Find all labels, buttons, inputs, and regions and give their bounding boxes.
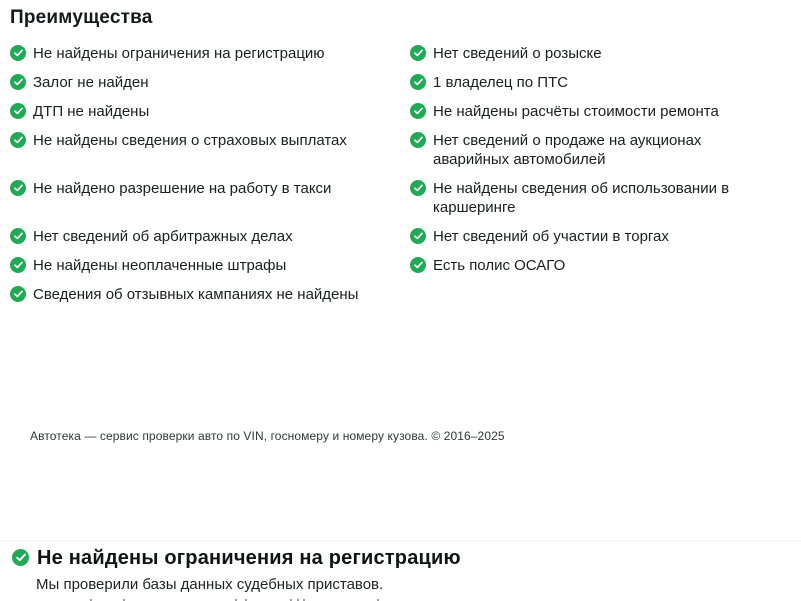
benefit-label: Сведения об отзывных кампаниях не найдены: [33, 286, 359, 303]
benefit-label: Не найдены сведения об использовании в каршеринге: [433, 180, 730, 216]
detail-section-title: Не найдены ограничения на регистрацию: [37, 547, 461, 569]
benefit-item: [10, 179, 410, 217]
benefit-label: Не найдены неоплаченные штрафы: [33, 257, 287, 274]
benefit-label: Нет сведений об арбитражных делах: [33, 228, 293, 245]
benefit-label: Есть полис ОСАГО: [433, 257, 566, 274]
page-title: Преимущества: [10, 7, 153, 28]
check-circle-icon: [410, 180, 426, 196]
benefit-item: [410, 227, 791, 246]
check-circle-icon: [10, 103, 26, 119]
check-circle-icon: [10, 228, 26, 244]
benefit-label: 1 владелец по ПТС: [433, 74, 569, 91]
benefit-item: [10, 256, 410, 275]
check-circle-icon: [410, 132, 426, 148]
benefit-item-empty: [410, 285, 791, 304]
check-circle-icon: [410, 45, 426, 61]
page-break-divider: [0, 540, 801, 542]
benefit-item: [410, 73, 791, 92]
benefit-label: Залог не найден: [33, 74, 149, 91]
benefits-list: [10, 44, 791, 304]
benefit-item: [410, 179, 791, 217]
check-circle-icon: [10, 45, 26, 61]
benefit-item: [10, 131, 410, 169]
check-circle-icon: [410, 228, 426, 244]
check-circle-icon: [12, 549, 29, 566]
benefit-item: [10, 227, 410, 246]
check-circle-icon: [410, 74, 426, 90]
benefit-item: [10, 44, 410, 63]
check-circle-icon: [410, 103, 426, 119]
benefit-item: [10, 73, 410, 92]
report-footer-note: Автотека — сервис проверки авто по VIN, госномеру и номеру кузова. © 2016–2025: [30, 429, 505, 443]
benefit-label: Не найдены сведения о страховых выплатах: [33, 132, 347, 149]
benefit-item: [10, 102, 410, 121]
check-circle-icon: [410, 257, 426, 273]
benefit-label: ДТП не найдены: [33, 103, 150, 120]
benefit-label: Нет сведений об участии в торгах: [433, 228, 669, 245]
check-circle-icon: [10, 286, 26, 302]
benefit-item: [410, 131, 791, 169]
benefit-item: [410, 102, 791, 121]
benefit-label: Нет сведений о розыске: [433, 45, 602, 62]
benefit-item: [410, 44, 791, 63]
benefit-item: [410, 256, 791, 275]
benefit-label: Не найдены ограничения на регистрацию: [33, 45, 325, 62]
benefit-item: [10, 285, 410, 304]
benefit-label: Нет сведений о продаже на аукционах аварийных автомобилей: [433, 132, 702, 168]
check-circle-icon: [10, 257, 26, 273]
check-circle-icon: [10, 132, 26, 148]
check-circle-icon: [10, 74, 26, 90]
benefit-label: Не найдено разрешение на работу в такси: [33, 180, 332, 197]
detail-section-subtitle: Мы проверили базы данных судебных приставов.: [36, 576, 384, 593]
check-circle-icon: [10, 180, 26, 196]
benefit-label: Не найдены расчёты стоимости ремонта: [433, 103, 719, 120]
